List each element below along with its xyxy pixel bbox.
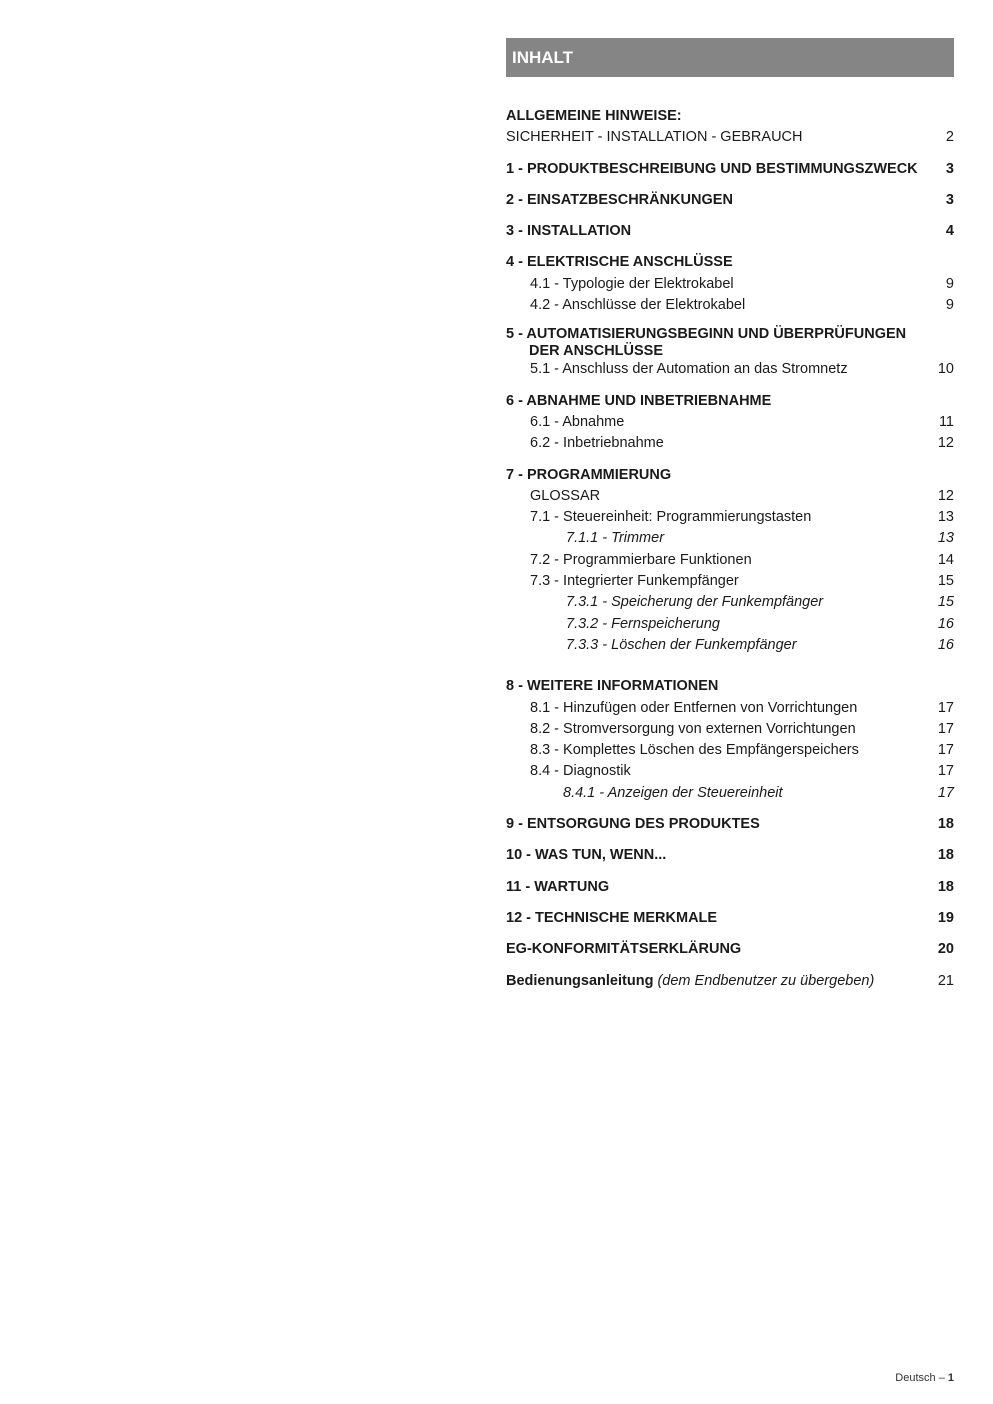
toc-entry-page: 18 [937, 816, 954, 833]
toc-entry-text: 8.3 - Komplettes Löschen des Empfängerspeichers [530, 742, 859, 759]
toc-entry-page: 21 [937, 972, 954, 989]
toc-entry[interactable] [506, 550, 954, 571]
toc-entry[interactable] [506, 412, 954, 433]
toc-entry-text: 9 - ENTSORGUNG DES PRODUKTES [506, 816, 760, 833]
toc-entry-page: 2 [945, 129, 954, 146]
toc-entry-page: 16 [937, 636, 954, 653]
toc-entry[interactable] [506, 528, 954, 549]
toc-entry[interactable] [506, 845, 954, 866]
toc-entry-page: 16 [937, 615, 954, 632]
toc-entry[interactable] [506, 676, 954, 697]
toc-entry-text: 7.3.1 - Speicherung der Funkempfänger [566, 594, 824, 611]
toc-entry[interactable] [506, 252, 954, 273]
toc-entry-page: 14 [937, 551, 954, 568]
toc-entry-text: 4.1 - Typologie der Elektrokabel [530, 275, 734, 292]
toc-entry-page: 15 [937, 594, 954, 611]
toc-entry[interactable] [506, 761, 954, 782]
toc-entry[interactable] [506, 592, 954, 613]
toc-entry[interactable] [506, 127, 954, 148]
toc-entry[interactable] [506, 698, 954, 719]
toc-entry-text: 5.1 - Anschluss der Automation an das Stromnetz [530, 361, 848, 378]
toc-entry[interactable] [506, 614, 954, 635]
toc-entry[interactable] [506, 359, 954, 380]
toc-entry-text: EG-KONFORMITÄTSERKLÄRUNG [506, 941, 742, 958]
toc-entry-text: 2 - EINSATZBESCHRÄNKUNGEN [506, 191, 733, 208]
toc-entry-page: 17 [937, 720, 954, 737]
toc-entry-text: ALLGEMEINE HINWEISE: [506, 108, 682, 124]
toc-entry[interactable] [506, 939, 954, 960]
page-footer [895, 1372, 954, 1384]
toc-entry[interactable] [506, 783, 954, 804]
toc-entry[interactable] [506, 159, 954, 180]
toc-entry-text: 12 - TECHNISCHE MERKMALE [506, 909, 718, 926]
toc-entry-text: 11 - WARTUNG [506, 878, 610, 895]
toc-entry-page: 3 [945, 160, 954, 177]
toc-entry-text: SICHERHEIT - INSTALLATION - GEBRAUCH [506, 129, 803, 146]
toc-entry-user-manual[interactable] [506, 971, 954, 992]
toc-entry-page: 17 [937, 784, 954, 801]
toc-entry-text: 7 - PROGRAMMIERUNG [506, 466, 672, 483]
toc-entry-text: 6.1 - Abnahme [530, 413, 625, 430]
toc-entry-text: 7.1.1 - Trimmer [566, 530, 665, 547]
toc-entry-text: GLOSSAR [530, 487, 601, 504]
toc-entry-text: 7.1 - Steuereinheit: Programmierungstasten [530, 509, 812, 526]
toc-entry-text: 7.3.3 - Löschen der Funkempfänger [566, 636, 797, 653]
toc-entry[interactable] [506, 190, 954, 211]
toc-entry-page: 3 [945, 191, 954, 208]
toc-entry[interactable] [506, 814, 954, 835]
toc-entry-page: 4 [945, 223, 954, 240]
toc-entry-text: 7.2 - Programmierbare Funktionen [530, 551, 752, 568]
toc-entry[interactable] [506, 908, 954, 929]
toc-entry-page: 9 [945, 275, 954, 292]
toc-entry-text: 8.1 - Hinzufügen oder Entfernen von Vorrichtungen [530, 699, 858, 716]
toc-entry-text: 8.4 - Diagnostik [530, 763, 631, 780]
toc-entry[interactable] [506, 877, 954, 898]
toc-entry-text: 6 - ABNAHME UND INBETRIEBNAHME [506, 392, 772, 409]
toc-entry-page: 17 [937, 742, 954, 759]
toc-entry-page: 9 [945, 297, 954, 314]
toc-entry-text: 7.3.2 - Fernspeicherung [566, 615, 720, 632]
toc-entry-note: (dem Endbenutzer zu übergeben) [657, 972, 875, 989]
toc-entry-page: 11 [938, 413, 954, 430]
table-of-contents [506, 106, 954, 992]
toc-entry[interactable] [506, 635, 954, 656]
toc-entry[interactable] [506, 326, 954, 359]
toc-entry-page: 15 [937, 573, 954, 590]
toc-entry-page: 17 [937, 699, 954, 716]
toc-entry-text: 6.2 - Inbetriebnahme [530, 435, 664, 452]
toc-entry[interactable] [506, 571, 954, 592]
toc-entry[interactable] [506, 221, 954, 242]
toc-entry-page: 18 [937, 847, 954, 864]
toc-entry-text: 4.2 - Anschlüsse der Elektrokabel [530, 297, 746, 314]
toc-entry-page: 13 [937, 530, 954, 547]
toc-entry-text: 7.3 - Integrierter Funkempfänger [530, 573, 739, 590]
toc-entry-text: 1 - PRODUKTBESCHREIBUNG UND BESTIMMUNGSZWECK [506, 160, 918, 177]
toc-entry[interactable] [506, 106, 954, 127]
toc-entry[interactable] [506, 295, 954, 316]
toc-entry[interactable] [506, 719, 954, 740]
toc-entry-text: 10 - WAS TUN, WENN... [506, 847, 667, 864]
toc-entry-text: 5 - AUTOMATISIERUNGSBEGINN UND ÜBERPRÜFUNGEN DER ANSCHLÜSSE [506, 326, 907, 359]
toc-entry[interactable] [506, 433, 954, 454]
toc-entry-page: 19 [937, 909, 954, 926]
toc-entry-text: 8.4.1 - Anzeigen der Steuereinheit [563, 784, 783, 801]
toc-entry-text: 4 - ELEKTRISCHE ANSCHLÜSSE [506, 254, 733, 271]
toc-entry-page: 12 [937, 487, 954, 504]
toc-entry-page: 10 [937, 361, 954, 378]
toc-entry-text: Bedienungsanleitung [506, 972, 654, 989]
toc-entry-text: 8 - WEITERE INFORMATIONEN [506, 678, 719, 695]
footer-page-number: 1 [947, 1372, 954, 1384]
toc-entry-page: 18 [937, 878, 954, 895]
footer-language: Deutsch – [895, 1372, 945, 1384]
toc-entry-page: 20 [937, 941, 954, 958]
toc-header [506, 38, 954, 77]
toc-entry[interactable] [506, 740, 954, 761]
toc-entry[interactable] [506, 465, 954, 486]
toc-entry-text: 8.2 - Stromversorgung von externen Vorrichtungen [530, 720, 856, 737]
toc-entry-text: 3 - INSTALLATION [506, 223, 632, 240]
toc-entry[interactable] [506, 274, 954, 295]
toc-entry[interactable] [506, 507, 954, 528]
toc-entry-page: 12 [937, 435, 954, 452]
toc-entry[interactable] [506, 486, 954, 507]
toc-entry-page: 13 [937, 509, 954, 526]
toc-entry-page: 17 [937, 763, 954, 780]
toc-title: INHALT [512, 48, 574, 67]
toc-entry[interactable] [506, 391, 954, 412]
